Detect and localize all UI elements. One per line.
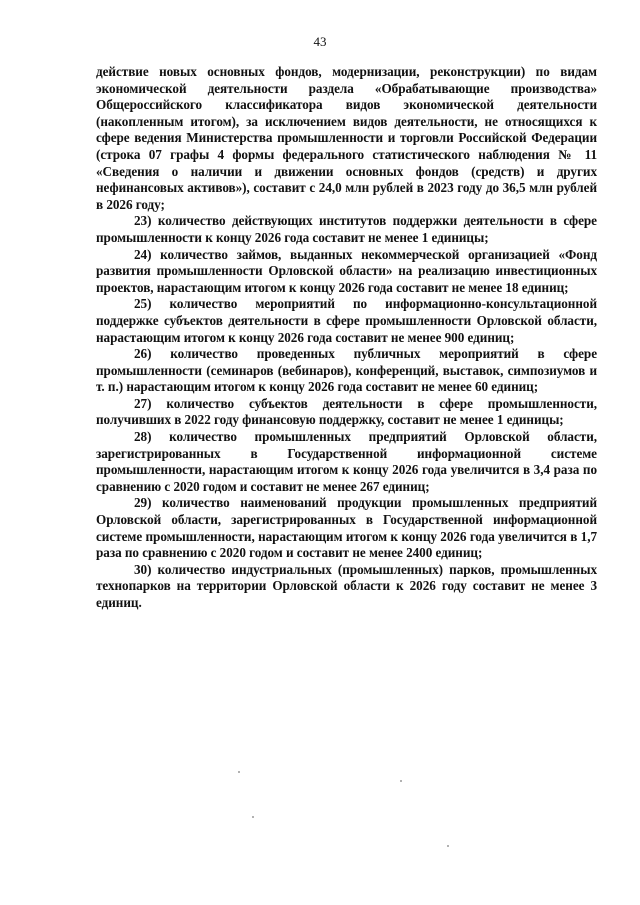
scan-speck: [400, 780, 402, 782]
scan-speck: [238, 771, 240, 773]
scan-speck: [447, 845, 449, 847]
page-number: 43: [313, 34, 327, 49]
paragraph-item-24: 24) количество займов, выданных некоммерческой организацией «Фонд развития промышленности Орловской области» на реализацию инвестиционных проектов, нарастающим итогом к концу 2026 года составит не менее 18 единиц;: [96, 246, 597, 295]
paragraph-item-27: 27) количество субъектов деятельности в сфере промышленности, получивших в 2022 году финансовую поддержку, составит не менее 1 единицы;: [96, 395, 597, 428]
paragraph-continuation: действие новых основных фондов, модернизации, реконструкции) по видам экономической деятельности раздела «Обрабатывающие производства» Общероссийского классификатора видов экономической деятельности (накопленным итогом), за исключением видов деятельности, не относящихся к сфере ведения Министерства промышленности и торговли Российской Федерации (строка 07 графы 4 формы федерального статистического наблюдения № 11 «Сведения о наличии и движении основных фондов (средств) и других нефинансовых активов»), составит с 24,0 млн рублей в 2023 году до 36,5 млн рублей в 2026 году;: [96, 64, 597, 212]
paragraph-item-26: 26) количество проведенных публичных мероприятий в сфере промышленности (семинаров (вебинаров), конференций, выставок, симпозиумов и т. п.) нарастающим итогом к концу 2026 года составит не менее 60 единиц;: [96, 346, 597, 395]
paragraph-item-23: 23) количество действующих институтов поддержки деятельности в сфере промышленности к концу 2026 года составит не менее 1 единицы;: [96, 213, 597, 245]
paragraph-item-25: 25) количество мероприятий по информационно-консультационной поддержке субъектов деятельности в сфере промышленности Орловской области, нарастающим итогом к концу 2026 года составит не менее 900 единиц;: [96, 296, 597, 345]
scan-speck: [252, 816, 254, 818]
paragraph-item-29: 29) количество наименований продукции промышленных предприятий Орловской области, зарегистрированных в Государственной информационной системе промышленности, нарастающим итогом к концу 2026 года увеличится в 1,7 раза по сравнению с 2020 годом и составит не менее 2400 единиц;: [96, 495, 597, 561]
paragraph-item-30: 30) количество индустриальных (промышленных) парков, промышленных технопарков на территории Орловской области к 2026 году составит не менее 3 единиц.: [96, 561, 597, 610]
paragraph-item-28: 28) количество промышленных предприятий Орловской области, зарегистрированных в Государственной информационной системе промышленности, нарастающим итогом к концу 2026 года увеличится в 3,4 раза по сравнению с 2020 годом и составит не менее 267 единиц;: [96, 429, 597, 494]
document-body: [96, 64, 597, 612]
